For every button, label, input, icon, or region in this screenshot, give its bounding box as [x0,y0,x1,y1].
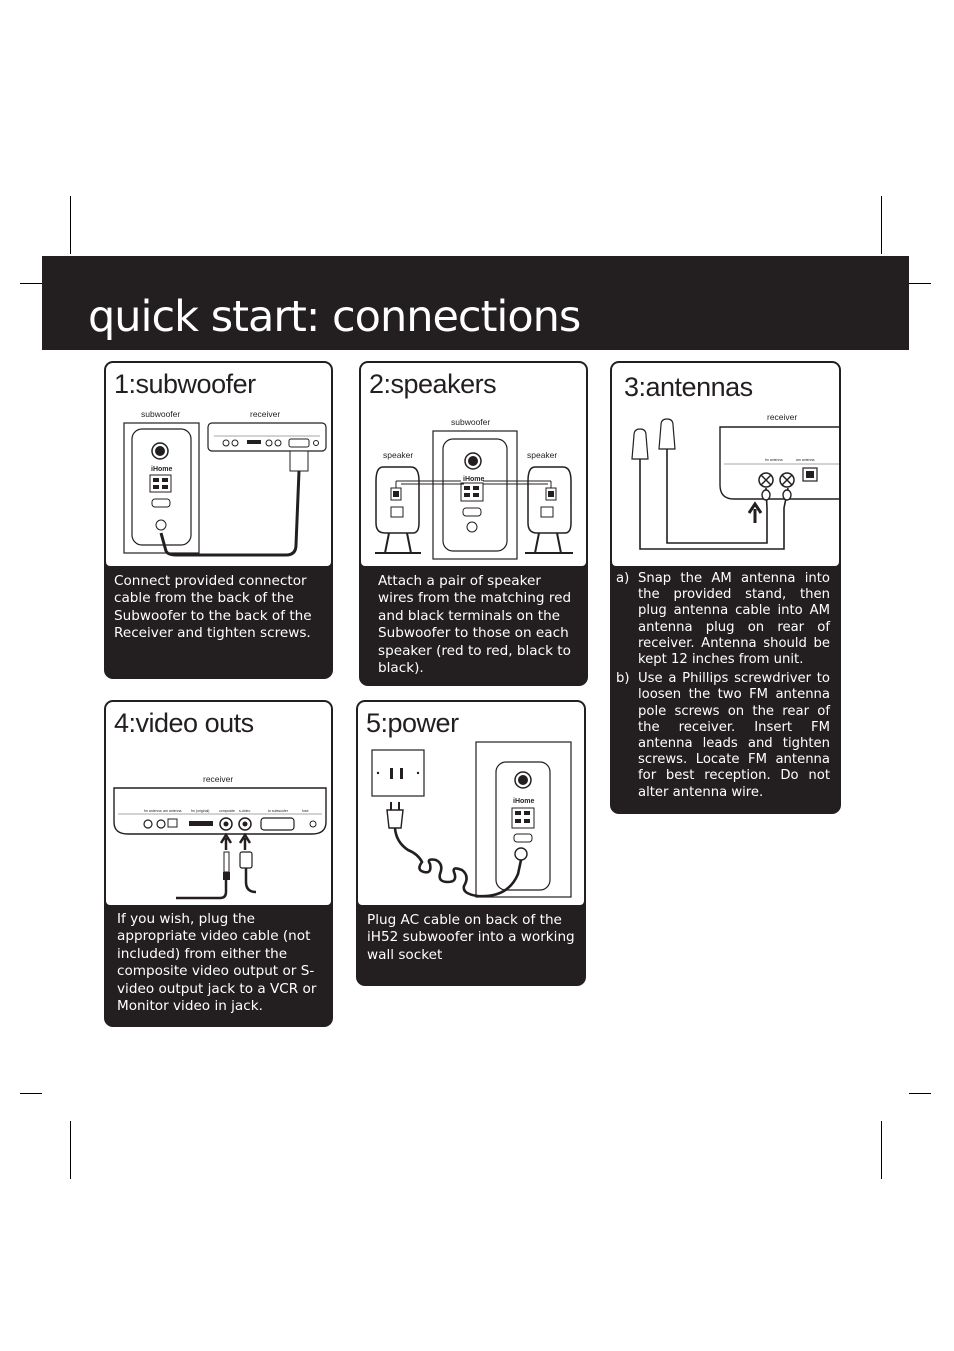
card-video-outs [104,700,333,1027]
video-connection-diagram [106,702,331,905]
header-banner [42,256,909,350]
step-marker: a) [616,571,630,586]
card-power-illustration-area [358,702,584,905]
crop-mark [881,196,882,254]
ihome-logo: iHome [463,476,485,483]
antenna-step-b [616,671,830,801]
receiver-label: receiver [250,409,281,419]
crop-mark [909,1093,931,1094]
am-antenna-label: am antenna [163,809,182,813]
card-speakers-illustration-area [361,363,586,566]
card-subwoofer-illustration-area [106,363,331,566]
crop-mark [70,1121,71,1179]
antennas-connection-diagram [612,363,839,566]
step-text: Snap the AM antenna into the provided stand, then plug antenna cable into AM antenna plug on rear of receiver. Antenna should be kept 12 inches from unit. [638,571,830,668]
card-antennas [610,361,841,814]
section-description: Connect provided connector cable from the back of the Subwoofer to the back of the Receiver and tighten screws. [114,573,312,642]
step-text: Use a Phillips screwdriver to loosen the two FM antenna pole screws on the rear of the receiver. Insert FM antenna leads and tighten screws. Locate FM antenna for best reception. Do not alter antenna wire. [638,671,830,800]
section-heading: 2:speakers [369,369,497,399]
section-description: If you wish, plug the appropriate video cable (not included) from either the composite video output or S-video output jack to a VCR or Monitor video in jack. [117,911,317,1015]
card-subwoofer [104,361,333,679]
ihome-logo: iHome [151,466,173,473]
antenna-step-a [616,571,830,668]
crop-mark [909,283,931,284]
section-description: Attach a pair of speaker wires from the matching red and black terminals on the Subwoofer to those on each speaker (red to red, black to black). [378,573,572,677]
crop-mark [70,196,71,254]
am-antenna-label: am antenna [796,458,815,462]
ihome-logo: iHome [513,798,535,805]
step-marker: b) [616,671,630,687]
speakers-connection-diagram [361,363,586,566]
section-heading: 4:video outs [114,708,254,738]
page-title: quick start: connections [88,292,581,342]
receiver-label: receiver [203,774,234,784]
to-subwoofer-label: to subwoofer [268,809,289,813]
card-antennas-illustration-area [612,363,839,566]
right-speaker-label: speaker [527,450,558,460]
ipod-label: fm (original) [191,809,210,813]
left-speaker-label: speaker [383,450,414,460]
crop-mark [881,1121,882,1179]
fuse-label: fuse [302,809,309,813]
antenna-steps [616,571,830,804]
composite-label: composite [219,809,235,813]
section-heading: 3:antennas [624,372,753,402]
section-description: Plug AC cable on back of the iH52 subwoofer into a working wall socket [367,912,575,963]
card-power [356,700,586,986]
fm-antenna-label: fm antenna [765,458,783,462]
crop-mark [20,283,42,284]
fm-antenna-label: fm antenna [144,809,162,813]
svideo-label: s-video [239,809,251,813]
card-video-illustration-area [106,702,331,905]
section-heading: 5:power [366,708,459,738]
section-heading: 1:subwoofer [114,369,256,399]
card-speakers [359,361,588,686]
subwoofer-connection-diagram [106,363,331,566]
receiver-label: receiver [767,412,798,422]
subwoofer-label: subwoofer [451,417,491,427]
subwoofer-label: subwoofer [141,409,181,419]
power-connection-diagram [358,702,584,905]
crop-mark [20,1093,42,1094]
